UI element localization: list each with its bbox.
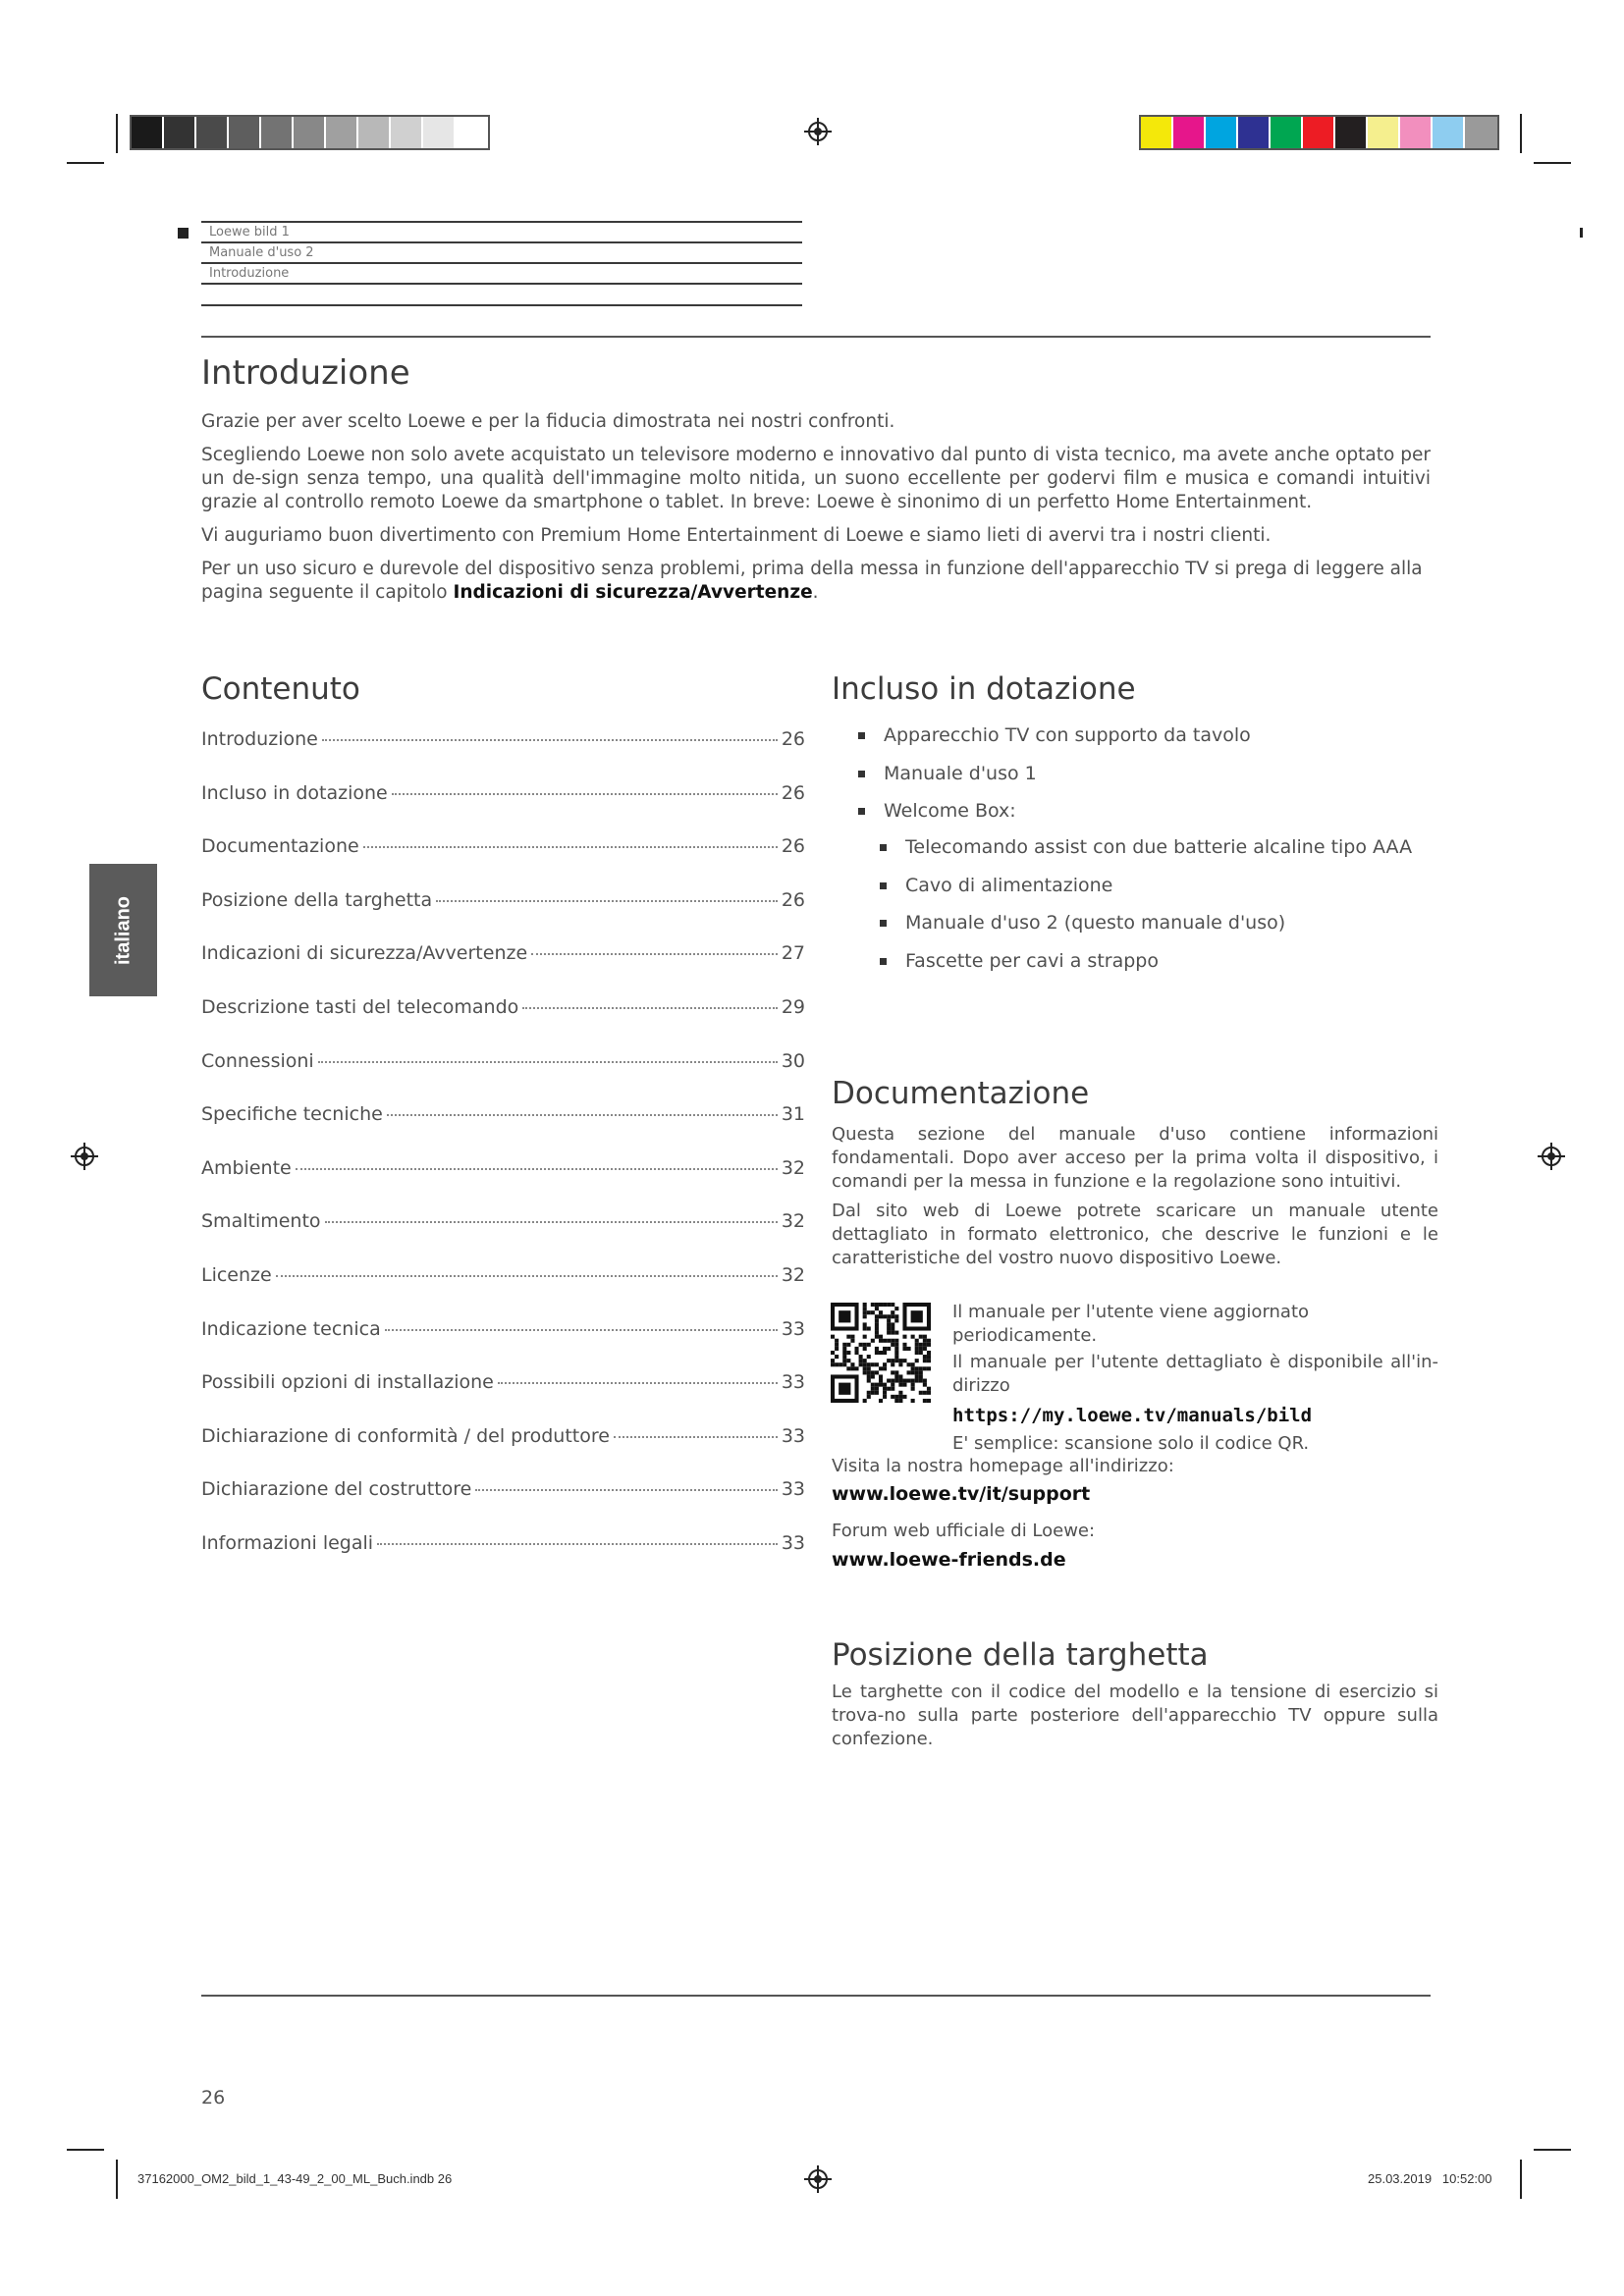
page-number: 26 [201,2087,226,2109]
toc-entry-page: 26 [781,781,805,804]
color-swatch [1433,117,1465,148]
color-swatch [196,117,229,148]
links-block [832,1455,1438,1572]
toc-entry-label: Licenze [201,1263,272,1286]
toc-entry-label: Incluso in dotazione [201,781,388,804]
toc-leader-dots [276,1275,778,1277]
color-swatch [294,117,326,148]
color-swatch [456,117,488,148]
toc-leader-dots [531,953,778,955]
language-tab [89,864,157,996]
gray-color-bar [130,115,490,150]
color-swatch [1271,117,1303,148]
color-swatch [261,117,294,148]
included-title: Incluso in dotazione [832,671,1136,707]
color-swatch [1368,117,1400,148]
documentation-title: Documentazione [832,1076,1090,1111]
file-slug: 37162000_OM2_bild_1_43-49_2_00_ML_Buch.indb 26 [137,2171,453,2186]
safety-chapter-reference: Indicazioni di sicurezza/Avvertenze [453,582,813,603]
toc-entry-label: Connessioni [201,1049,314,1072]
list-item: Telecomando assist con due batterie alcaline tipo AAA [905,836,1435,875]
date-slug: 25.03.2019 10:52:00 [1368,2171,1492,2186]
breadcrumb-spacer [201,285,802,306]
breadcrumb-item: Loewe bild 1 [201,223,802,243]
toc-leader-dots [296,1168,778,1170]
color-swatch [1303,117,1335,148]
toc-entry-label: Indicazioni di sicurezza/Avvertenze [201,942,528,965]
toc-entry-page: 32 [781,1210,805,1233]
toc-entry-label: Descrizione tasti del telecomando [201,995,519,1018]
forum-link[interactable]: www.loewe-friends.de [832,1549,1066,1571]
qr-text [952,1301,1438,1456]
crosshair-registration-icon [804,2165,832,2193]
toc-leader-dots [318,1061,778,1063]
toc-entry-page: 33 [781,1317,805,1340]
manual-url-link[interactable]: https://my.loewe.tv/manuals/bild [952,1405,1313,1426]
toc-entry[interactable] [201,1318,805,1372]
crop-mark [1520,114,1522,153]
crop-mark [1520,2160,1522,2199]
toc-entry-label: Specifiche tecniche [201,1103,383,1126]
language-tab-label: italiano [112,895,134,965]
toc-entry-page: 33 [781,1531,805,1554]
homepage-link[interactable]: www.loewe.tv/it/support [832,1483,1091,1505]
crosshair-registration-icon [71,1143,98,1170]
color-swatch [1465,117,1497,148]
toc-leader-dots [475,1489,777,1491]
toc-leader-dots [377,1543,778,1545]
toc-entry-label: Smaltimento [201,1210,321,1233]
list-item: Fascette per cavi a strappo [905,950,1435,988]
toc-entry[interactable] [201,728,805,782]
toc-entry[interactable] [201,782,805,836]
crop-mark [116,114,118,153]
breadcrumb-bullet [178,228,189,239]
table-of-contents [201,728,805,1586]
intro-text: . [812,582,819,603]
toc-entry[interactable] [201,1157,805,1211]
toc-entry[interactable] [201,1371,805,1425]
intro-body [201,410,1431,614]
toc-entry[interactable] [201,1210,805,1264]
color-swatch [391,117,423,148]
rating-plate-title: Posizione della targhetta [832,1637,1209,1673]
toc-leader-dots [387,1114,778,1116]
list-item: Manuale d'uso 1 [884,763,1434,801]
toc-entry-label: Documentazione [201,835,359,858]
edge-mark [1580,228,1583,238]
toc-entry-label: Dichiarazione di conformità / del produttore [201,1424,610,1447]
homepage-label: Visita la nostra homepage all'indirizzo: [832,1456,1174,1476]
color-swatch [1206,117,1238,148]
crop-mark [67,162,104,164]
intro-paragraph: Vi auguriamo buon divertimento con Premium Home Entertainment di Loewe e siamo lieti di avervi tra i nostri clienti. [201,525,1272,546]
crop-mark [1534,162,1571,164]
toc-leader-dots [522,1007,778,1009]
color-swatch [132,117,164,148]
toc-entry-page: 26 [781,888,805,911]
list-item: Welcome Box: [884,800,1434,838]
toc-entry[interactable] [201,1050,805,1104]
toc-entry[interactable] [201,835,805,889]
toc-entry-page: 29 [781,995,805,1018]
toc-entry-label: Posizione della targhetta [201,888,433,911]
crop-mark [67,2149,104,2151]
crop-mark [116,2160,118,2199]
toc-entry[interactable] [201,1103,805,1157]
crosshair-registration-icon [804,118,832,145]
toc-entry-label: Dichiarazione del costruttore [201,1478,472,1501]
color-swatch [1335,117,1368,148]
intro-text: Per un uso sicuro e durevole del dispositivo senza problemi, prima della messa in funzione dell'apparecchio TV si prega di leggere alla pagina seguente il capitolo [201,559,1423,603]
toc-entry[interactable] [201,942,805,996]
intro-paragraph: Scegliendo Loewe non solo avete acquistato un televisore moderno e innovativo dal punto di vista tecnico, ma avete anche optato per un de-sign senza tempo, una qualità dell'immagine molto nitida, un suono eccellente per godervi film e musica e comandi intuitivi grazie al controllo remoto Loewe da smartphone o tablet. In breve: Loewe è sinonimo di un perfetto Home Entertainment. [201,445,1431,512]
color-swatch [358,117,391,148]
toc-entry-label: Ambiente [201,1156,292,1179]
manual-update-note: Il manuale per l'utente viene aggiornato periodicamente. [952,1302,1310,1346]
toc-entry-label: Informazioni legali [201,1531,374,1554]
toc-entry-page: 27 [781,942,805,965]
documentation-paragraph: Questa sezione del manuale d'uso contiene informazioni fondamentali. Dopo aver acceso per la prima volta il dispositivo, i comandi per la messa in funzione e la regolazione sono intuitivi. [832,1124,1438,1192]
toc-leader-dots [392,793,778,795]
toc-entry[interactable] [201,889,805,943]
list-item: Cavo di alimentazione [905,875,1435,913]
toc-entry-label: Indicazione tecnica [201,1317,381,1340]
breadcrumb [201,221,802,306]
toc-entry-page: 33 [781,1371,805,1394]
toc-entry-page: 32 [781,1263,805,1286]
toc-entry-page: 26 [781,835,805,858]
toc-entry[interactable] [201,1478,805,1532]
manual-availability-note: Il manuale per l'utente dettagliato è disponibile all'in-dirizzo [952,1352,1438,1396]
toc-entry[interactable] [201,1264,805,1318]
color-swatch [164,117,196,148]
qr-code-icon [831,1303,931,1403]
forum-label: Forum web ufficiale di Loewe: [832,1521,1096,1541]
header-rule [201,336,1431,338]
toc-entry-page: 30 [781,1049,805,1072]
toc-entry[interactable] [201,1425,805,1479]
footer-rule [201,1995,1431,1997]
included-list [884,724,1434,838]
toc-entry-page: 31 [781,1103,805,1126]
documentation-body [832,1123,1438,1270]
breadcrumb-item: Manuale d'uso 2 [201,243,802,264]
rating-plate-paragraph: Le targhette con il codice del modello e la tensione di esercizio si trova-no sulla parte posteriore dell'apparecchio TV oppure sulla confezione. [832,1682,1438,1749]
toc-entry-page: 33 [781,1424,805,1447]
color-swatch [423,117,456,148]
color-swatch [1400,117,1433,148]
intro-title: Introduzione [201,353,410,393]
color-swatch [1238,117,1271,148]
breadcrumb-item: Introduzione [201,264,802,285]
crop-mark [1534,2149,1571,2151]
toc-entry-label: Introduzione [201,728,318,750]
toc-leader-dots [363,846,778,848]
toc-entry[interactable] [201,1532,805,1586]
intro-paragraph [201,558,1431,605]
toc-leader-dots [385,1329,778,1331]
color-swatch [229,117,261,148]
toc-leader-dots [614,1436,778,1438]
toc-entry-label: Possibili opzioni di installazione [201,1371,494,1394]
documentation-paragraph: Dal sito web di Loewe potrete scaricare un manuale utente dettagliato in formato elettronico, che descrive le funzioni e le caratteristiche del vostro nuovo dispositivo Loewe. [832,1201,1438,1268]
process-color-bar [1139,115,1499,150]
welcome-box-list [905,836,1435,988]
list-item: Manuale d'uso 2 (questo manuale d'uso) [905,912,1435,950]
qr-instruction: E' semplice: scansione solo il codice QR. [952,1433,1310,1454]
toc-leader-dots [436,900,778,902]
list-item: Apparecchio TV con supporto da tavolo [884,724,1434,763]
color-swatch [1173,117,1206,148]
toc-leader-dots [325,1221,778,1223]
color-swatch [1141,117,1173,148]
toc-leader-dots [498,1382,778,1384]
intro-paragraph: Grazie per aver scelto Loewe e per la fiducia dimostrata nei nostri confronti. [201,411,895,432]
toc-entry-page: 33 [781,1478,805,1501]
toc-leader-dots [322,739,778,741]
toc-entry[interactable] [201,996,805,1050]
crosshair-registration-icon [1538,1143,1565,1170]
toc-entry-page: 32 [781,1156,805,1179]
color-swatch [326,117,358,148]
toc-entry-page: 26 [781,728,805,750]
contents-title: Contenuto [201,671,360,707]
